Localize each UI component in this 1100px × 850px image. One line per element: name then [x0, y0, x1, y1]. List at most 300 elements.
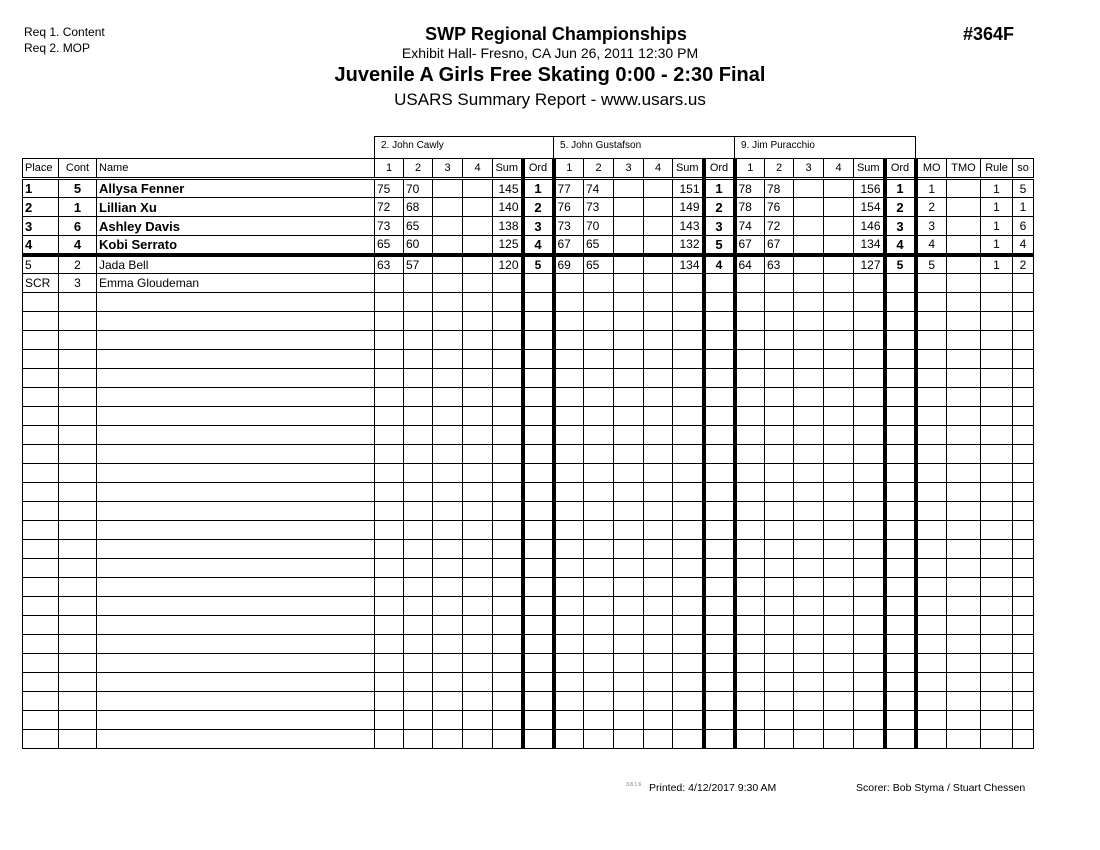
judge3-score1-cell: [735, 730, 765, 749]
judge3-ordinal-cell: [885, 331, 916, 350]
judge3-sum-cell: [854, 312, 885, 331]
judge3-score4-cell: [824, 540, 854, 559]
skater-name-cell: Ashley Davis: [97, 217, 375, 236]
judge1-score2-cell: [404, 369, 433, 388]
mo-cell: [916, 464, 947, 483]
tmo-cell: [947, 312, 981, 331]
place-cell: 1: [23, 179, 59, 198]
judge1-score2-cell: [404, 312, 433, 331]
judge2-sum-cell: [673, 293, 704, 312]
judge1-score3-cell: [433, 350, 463, 369]
judge2-score4-cell: [644, 426, 673, 445]
judge1-score1-cell: [375, 293, 404, 312]
judge2-score2-cell: [584, 616, 614, 635]
skater-name-cell: Jada Bell: [97, 255, 375, 274]
contestant-number-cell: [59, 578, 97, 597]
judge3-score3-cell: [794, 445, 824, 464]
judge1-ordinal-cell: [523, 274, 554, 293]
judge1-ordinal-cell: [523, 540, 554, 559]
so-cell: [1013, 673, 1034, 692]
judge2-sum-cell: [673, 559, 704, 578]
table-row: [23, 198, 1034, 217]
so-cell: [1013, 426, 1034, 445]
judge1-ordinal-cell: [523, 388, 554, 407]
tmo-cell: [947, 217, 981, 236]
mo-cell: [916, 331, 947, 350]
judge2-score4-cell: [644, 407, 673, 426]
tmo-cell: [947, 407, 981, 426]
rule-cell: [981, 350, 1013, 369]
judge3-score2-cell: 63: [765, 255, 794, 274]
judge3-score1-cell: [735, 540, 765, 559]
judge2-score1-cell: 73: [554, 217, 584, 236]
judge3-score2-cell: 78: [765, 179, 794, 198]
judge1-score4-cell: [463, 711, 493, 730]
tmo-cell: [947, 426, 981, 445]
judge1-score2-cell: [404, 502, 433, 521]
table-row: [23, 312, 1034, 331]
so-cell: 1: [1013, 198, 1034, 217]
mo-cell: [916, 711, 947, 730]
skater-name-cell: Allysa Fenner: [97, 179, 375, 198]
mo-cell: [916, 730, 947, 749]
judge1-score1-cell: [375, 597, 404, 616]
judge3-score4-cell: [824, 464, 854, 483]
judge3-score2-cell: [765, 312, 794, 331]
judge3-score3-cell: [794, 730, 824, 749]
contestant-number-cell: [59, 597, 97, 616]
judge1-score3-cell: [433, 331, 463, 350]
so-cell: [1013, 369, 1034, 388]
judge2-ordinal-cell: 2: [704, 198, 735, 217]
mo-cell: [916, 616, 947, 635]
judge2-score2-cell: [584, 464, 614, 483]
place-cell: [23, 521, 59, 540]
judge1-ordinal-cell: [523, 711, 554, 730]
rule-cell: [981, 274, 1013, 293]
judge3-sum-cell: [854, 369, 885, 388]
judge2-score3-cell: [614, 445, 644, 464]
judge2-score2-cell: [584, 635, 614, 654]
rule-cell: [981, 483, 1013, 502]
table-row: [23, 445, 1034, 464]
table-row: [23, 730, 1034, 749]
judge1-score1-cell: [375, 312, 404, 331]
judge2-score2-cell: 74: [584, 179, 614, 198]
judge3-sum-cell: [854, 274, 885, 293]
judge1-score3-cell: [433, 711, 463, 730]
judge2-sum-cell: [673, 578, 704, 597]
judge3-score3-cell: [794, 711, 824, 730]
judge2-sum-cell: [673, 388, 704, 407]
judge2-ordinal-cell: [704, 483, 735, 502]
judge3-score1-cell: [735, 673, 765, 692]
judge3-score1-cell: [735, 483, 765, 502]
contestant-number-cell: [59, 369, 97, 388]
so-cell: [1013, 521, 1034, 540]
place-cell: [23, 312, 59, 331]
competition-title: SWP Regional Championships: [425, 24, 687, 44]
judge1-score3-cell: [433, 179, 463, 198]
rule-cell: 1: [981, 255, 1013, 274]
judge2-score1-cell: [554, 369, 584, 388]
judge2-score2-cell: [584, 711, 614, 730]
judge3-score2-cell: [765, 692, 794, 711]
judge2-ordinal-cell: [704, 445, 735, 464]
judge2-score1-cell: [554, 483, 584, 502]
mo-cell: [916, 521, 947, 540]
judge2-score1-cell: [554, 407, 584, 426]
judge1-score1-cell: [375, 654, 404, 673]
judge1-sum-cell: [493, 388, 523, 407]
skater-name-cell: [97, 597, 375, 616]
tmo-cell: [947, 350, 981, 369]
so-cell: [1013, 578, 1034, 597]
judge2-score4-cell: [644, 654, 673, 673]
judge2-score3-cell: [614, 673, 644, 692]
judge2-score4-cell: [644, 293, 673, 312]
place-cell: [23, 559, 59, 578]
judge3-ordinal-cell: 5: [885, 255, 916, 274]
column-header-tmo: TMO: [947, 159, 981, 179]
judge3-score1-cell: [735, 711, 765, 730]
rule-cell: 1: [981, 198, 1013, 217]
judge1-score1-cell: 72: [375, 198, 404, 217]
judge2-score1-cell: [554, 635, 584, 654]
mo-cell: [916, 483, 947, 502]
judge2-sum-cell: [673, 502, 704, 521]
judge1-ordinal-cell: [523, 502, 554, 521]
so-cell: [1013, 331, 1034, 350]
judge2-score1-cell: 67: [554, 236, 584, 255]
judge2-ordinal-cell: [704, 407, 735, 426]
table-row: [23, 369, 1034, 388]
judge2-score3-cell: [614, 350, 644, 369]
judge3-score3-cell: [794, 312, 824, 331]
judge3-sum-cell: [854, 445, 885, 464]
judge3-sum-cell: [854, 578, 885, 597]
contestant-number-cell: [59, 445, 97, 464]
judge3-sum-cell: 146: [854, 217, 885, 236]
judge1-score1-cell: 63: [375, 255, 404, 274]
judge2-score4-cell: [644, 331, 673, 350]
judge2-sum-cell: [673, 635, 704, 654]
table-row: [23, 692, 1034, 711]
judge3-score1-cell: [735, 407, 765, 426]
table-row: [23, 255, 1034, 274]
judge2-sum-cell: [673, 407, 704, 426]
judge1-score3-cell: [433, 369, 463, 388]
judge1-score3-cell: [433, 673, 463, 692]
judge3-score3-cell: [794, 483, 824, 502]
mo-cell: 1: [916, 179, 947, 198]
rule-cell: 1: [981, 236, 1013, 255]
judge1-sum-cell: 125: [493, 236, 523, 255]
rule-cell: [981, 673, 1013, 692]
table-row: [23, 274, 1034, 293]
judge3-score4-cell: [824, 597, 854, 616]
judge2-score1-cell: [554, 388, 584, 407]
judge2-ordinal-cell: [704, 388, 735, 407]
rule-cell: [981, 654, 1013, 673]
judge1-score4-cell: [463, 502, 493, 521]
contestant-number-cell: [59, 521, 97, 540]
judge1-score3-cell: [433, 559, 463, 578]
judge1-score1-cell: [375, 635, 404, 654]
judge3-score4-cell: [824, 521, 854, 540]
judge2-score3-cell: [614, 407, 644, 426]
contestant-number-cell: [59, 654, 97, 673]
tmo-cell: [947, 654, 981, 673]
tmo-cell: [947, 274, 981, 293]
judge1-score2-cell: [404, 293, 433, 312]
judge1-sum-cell: [493, 426, 523, 445]
column-header-judge1-3: 4: [463, 159, 493, 179]
judge1-ordinal-cell: 4: [523, 236, 554, 255]
judge2-ordinal-cell: [704, 274, 735, 293]
judge3-ordinal-cell: [885, 673, 916, 692]
judge2-ordinal-cell: [704, 673, 735, 692]
judge3-score3-cell: [794, 274, 824, 293]
rule-cell: [981, 369, 1013, 388]
mo-cell: [916, 597, 947, 616]
judge3-ordinal-cell: [885, 445, 916, 464]
so-cell: [1013, 388, 1034, 407]
judge1-score1-cell: [375, 578, 404, 597]
judge1-sum-cell: 140: [493, 198, 523, 217]
rule-cell: [981, 407, 1013, 426]
judge1-score4-cell: [463, 331, 493, 350]
judge3-score4-cell: [824, 673, 854, 692]
column-header-judge3-2: 3: [794, 159, 824, 179]
column-header-judge2-4: Sum: [673, 159, 704, 179]
so-cell: [1013, 597, 1034, 616]
judge1-score4-cell: [463, 540, 493, 559]
place-cell: [23, 730, 59, 749]
judge1-ordinal-cell: [523, 730, 554, 749]
judge-header-3: 9. Jim Puracchio: [734, 136, 916, 158]
judge2-ordinal-cell: [704, 369, 735, 388]
judge1-score4-cell: [463, 578, 493, 597]
judge3-score4-cell: [824, 445, 854, 464]
judge2-score1-cell: [554, 331, 584, 350]
tmo-cell: [947, 502, 981, 521]
judge1-ordinal-cell: [523, 521, 554, 540]
judge1-ordinal-cell: 5: [523, 255, 554, 274]
rule-cell: [981, 597, 1013, 616]
judge1-score1-cell: 75: [375, 179, 404, 198]
skater-name-cell: [97, 293, 375, 312]
judge2-score4-cell: [644, 521, 673, 540]
judge3-sum-cell: 156: [854, 179, 885, 198]
judge1-ordinal-cell: 2: [523, 198, 554, 217]
judge2-score1-cell: [554, 711, 584, 730]
judge2-score1-cell: [554, 445, 584, 464]
table-row: [23, 635, 1034, 654]
judge3-score4-cell: [824, 388, 854, 407]
judge2-score2-cell: 70: [584, 217, 614, 236]
table-row: [23, 217, 1034, 236]
judge2-score2-cell: [584, 559, 614, 578]
judge3-score4-cell: [824, 293, 854, 312]
contestant-number-cell: 3: [59, 274, 97, 293]
judge2-score2-cell: [584, 673, 614, 692]
judge3-score2-cell: [765, 369, 794, 388]
judge1-score3-cell: [433, 255, 463, 274]
table-row: [23, 407, 1034, 426]
printed-timestamp: Printed: 4/12/2017 9:30 AM: [649, 782, 777, 794]
judge3-sum-cell: 127: [854, 255, 885, 274]
judge2-ordinal-cell: [704, 654, 735, 673]
judge1-score4-cell: [463, 673, 493, 692]
judge1-sum-cell: [493, 312, 523, 331]
judge1-score1-cell: [375, 388, 404, 407]
judge2-score4-cell: [644, 350, 673, 369]
judge2-score1-cell: [554, 274, 584, 293]
judge1-ordinal-cell: [523, 369, 554, 388]
judge1-score2-cell: 68: [404, 198, 433, 217]
judge2-score1-cell: [554, 350, 584, 369]
column-header-judge1-5: Ord: [523, 159, 554, 179]
judge3-score2-cell: [765, 445, 794, 464]
judge3-score4-cell: [824, 312, 854, 331]
judge1-score4-cell: [463, 255, 493, 274]
table-row: [23, 236, 1034, 255]
skater-name-cell: [97, 635, 375, 654]
rule-cell: [981, 635, 1013, 654]
rule-cell: [981, 426, 1013, 445]
skater-name-cell: Emma Gloudeman: [97, 274, 375, 293]
judge1-score1-cell: [375, 407, 404, 426]
judge3-score2-cell: [765, 274, 794, 293]
judge2-sum-cell: [673, 673, 704, 692]
mo-cell: 5: [916, 255, 947, 274]
column-header-judge1-1: 2: [404, 159, 433, 179]
mo-cell: 2: [916, 198, 947, 217]
requirement-2: Req 2. MOP: [24, 41, 91, 55]
judge3-score2-cell: [765, 388, 794, 407]
so-cell: [1013, 692, 1034, 711]
skater-name-cell: Kobi Serrato: [97, 236, 375, 255]
judge1-score4-cell: [463, 426, 493, 445]
skater-name-cell: [97, 445, 375, 464]
judge2-score4-cell: [644, 616, 673, 635]
so-cell: [1013, 293, 1034, 312]
column-header-judge3-1: 2: [765, 159, 794, 179]
contestant-number-cell: [59, 616, 97, 635]
place-cell: [23, 635, 59, 654]
so-cell: [1013, 559, 1034, 578]
tmo-cell: [947, 369, 981, 388]
judge3-score3-cell: [794, 654, 824, 673]
so-cell: [1013, 350, 1034, 369]
judge3-score3-cell: [794, 407, 824, 426]
judge2-score4-cell: [644, 483, 673, 502]
so-cell: [1013, 274, 1034, 293]
judge1-sum-cell: [493, 635, 523, 654]
so-cell: [1013, 654, 1034, 673]
contestant-number-cell: [59, 502, 97, 521]
place-cell: 5: [23, 255, 59, 274]
judge1-score1-cell: [375, 521, 404, 540]
mo-cell: [916, 426, 947, 445]
judge3-sum-cell: [854, 350, 885, 369]
judge2-score4-cell: [644, 388, 673, 407]
judge3-score1-cell: [735, 597, 765, 616]
tmo-cell: [947, 483, 981, 502]
judge2-score2-cell: [584, 445, 614, 464]
judge2-score2-cell: [584, 483, 614, 502]
judge2-score3-cell: [614, 597, 644, 616]
judge1-sum-cell: 138: [493, 217, 523, 236]
skater-name-cell: [97, 673, 375, 692]
judge3-score2-cell: [765, 521, 794, 540]
version-mark: 3.8.1.6: [626, 782, 642, 788]
judge2-score2-cell: [584, 388, 614, 407]
judge2-sum-cell: 149: [673, 198, 704, 217]
judge1-sum-cell: [493, 274, 523, 293]
judge1-score4-cell: [463, 293, 493, 312]
judge1-score3-cell: [433, 426, 463, 445]
tmo-cell: [947, 464, 981, 483]
so-cell: [1013, 635, 1034, 654]
judge3-sum-cell: [854, 407, 885, 426]
judge1-score3-cell: [433, 616, 463, 635]
table-row: [23, 597, 1034, 616]
contestant-number-cell: [59, 692, 97, 711]
judge3-ordinal-cell: [885, 388, 916, 407]
tmo-cell: [947, 293, 981, 312]
judge2-score4-cell: [644, 274, 673, 293]
judge2-score3-cell: [614, 255, 644, 274]
judge1-score2-cell: [404, 597, 433, 616]
judge1-score3-cell: [433, 407, 463, 426]
judge3-score4-cell: [824, 578, 854, 597]
judge3-score1-cell: [735, 426, 765, 445]
judge2-score4-cell: [644, 635, 673, 654]
judge3-score1-cell: 67: [735, 236, 765, 255]
judge1-score2-cell: [404, 711, 433, 730]
judge3-score3-cell: [794, 388, 824, 407]
judge2-score3-cell: [614, 464, 644, 483]
tmo-cell: [947, 331, 981, 350]
skater-name-cell: [97, 654, 375, 673]
judge1-score4-cell: [463, 388, 493, 407]
judge1-ordinal-cell: [523, 350, 554, 369]
judge3-ordinal-cell: [885, 483, 916, 502]
judge3-ordinal-cell: [885, 616, 916, 635]
judge2-score2-cell: 73: [584, 198, 614, 217]
judge3-score4-cell: [824, 331, 854, 350]
judge2-sum-cell: [673, 692, 704, 711]
judge3-ordinal-cell: [885, 426, 916, 445]
judge2-score2-cell: [584, 521, 614, 540]
judge1-score1-cell: [375, 540, 404, 559]
judge2-score2-cell: [584, 293, 614, 312]
judge2-ordinal-cell: [704, 540, 735, 559]
tmo-cell: [947, 597, 981, 616]
so-cell: 5: [1013, 179, 1034, 198]
judge3-score2-cell: [765, 350, 794, 369]
judge3-score4-cell: [824, 730, 854, 749]
contestant-number-cell: [59, 711, 97, 730]
column-header-mo: MO: [916, 159, 947, 179]
judge-header-1: 2. John Cawly: [374, 136, 554, 158]
judge3-sum-cell: [854, 521, 885, 540]
judge3-score2-cell: 67: [765, 236, 794, 255]
skater-name-cell: [97, 711, 375, 730]
judge3-sum-cell: [854, 426, 885, 445]
